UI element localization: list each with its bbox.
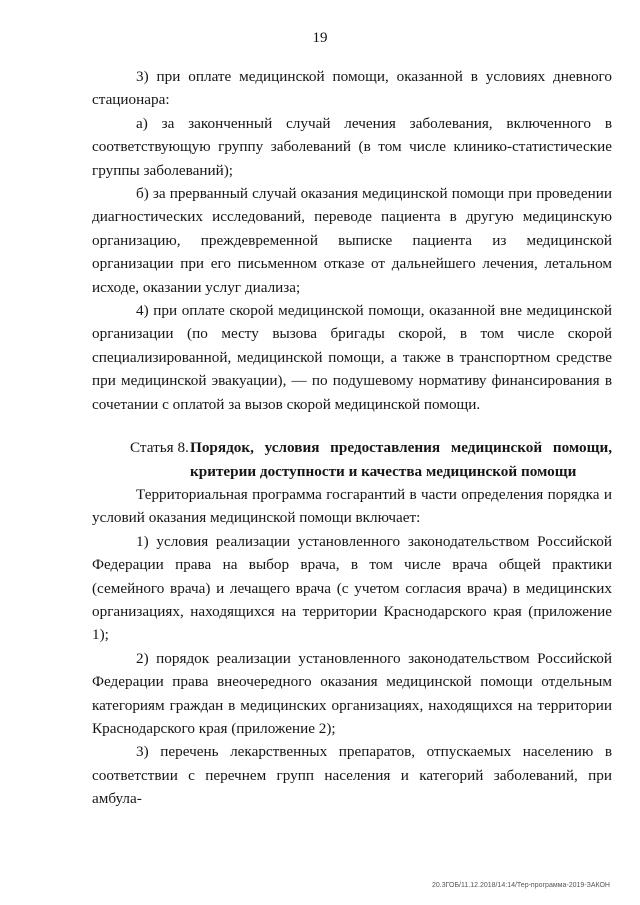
paragraph: 1) условия реализации установленного законодательством Российской Федерации права на выбор врача, в том числе врача общей практики (семейного врача) и лечащего врача (с учетом согласия врача) в медицинских организациях, находящихся на территории Краснодарского края (приложение 1); xyxy=(92,532,612,644)
paragraph: 2) порядок реализации установленного законодательством Российской Федерации права внеочередного оказания медицинской помощи отдельным категориям граждан в медицинских организациях, находящихся на территории Краснодарского края (приложение 2); xyxy=(92,649,612,737)
paragraph: 3) при оплате медицинской помощи, оказанной в условиях дневного стационара: xyxy=(92,68,612,109)
footer-stamp: 20.3ГОБ/11.12.2018/14:14/Тер-программа-2019-ЗАКОН xyxy=(432,882,610,889)
paragraph: 3) перечень лекарственных препаратов, отпускаемых населению в соответствии с перечнем групп населения и категорий заболеваний, при амбула- xyxy=(92,743,612,808)
page-number: 19 xyxy=(312,30,328,46)
article-title xyxy=(190,436,612,483)
paragraph: б) за прерванный случай оказания медицинской помощи при проведении диагностических исследований, переводе пациента в другую медицинскую организацию, преждевременной выписке пациента из медицинской организации при его письменном отказе от дальнейшего лечения, летальном исходе, оказании услуг диализа; xyxy=(92,185,612,296)
article-heading xyxy=(92,436,612,483)
paragraph: 4) при оплате скорой медицинской помощи, оказанной вне медицинской организации (по месту вызова бригады скорой, в том числе скорой специализированной, медицинской помощи, а также в транспортном средстве при медицинской эвакуации), — по подушевому нормативу финансирования в сочетании с оплатой за вызов скорой медицинской помощи. xyxy=(92,302,612,413)
article-title-line: критерии доступности и качества медицинской помощи xyxy=(190,462,577,480)
paragraph: а) за законченный случай лечения заболевания, включенного в соответствующую группу заболеваний (в том числе клинико-статистические группы заболеваний); xyxy=(92,114,612,179)
paragraph: Территориальная программа госгарантий в части определения порядка и условий оказания медицинской помощи включает: xyxy=(92,485,612,527)
article-label: Статья 8. xyxy=(130,439,189,457)
document-body xyxy=(92,65,612,811)
article-title-line: Порядок, условия предоставления медицинской помощи, xyxy=(190,439,612,457)
